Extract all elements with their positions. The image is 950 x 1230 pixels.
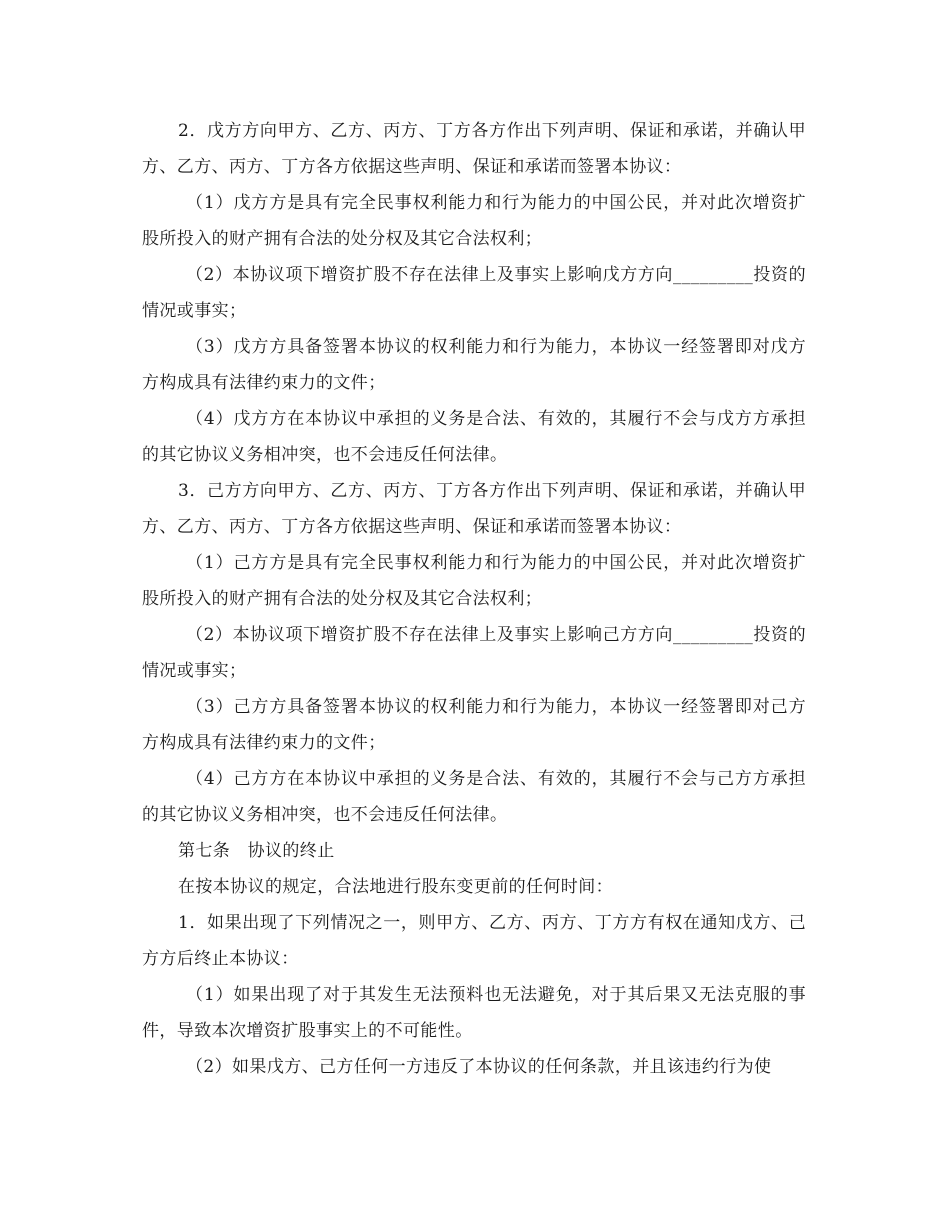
- paragraph-2-3: （3）戊方方具备签署本协议的权利能力和行为能力，本协议一经签署即对戊方方构成具有法律约束力的文件；: [142, 337, 806, 393]
- article-7-item-1-1: （1）如果出现了对于其发生无法预料也无法避免，对于其后果又无法克服的事件，导致本次增资扩股事实上的不可能性。: [142, 985, 806, 1041]
- paragraph-3-1: （1）己方方是具有完全民事权利能力和行为能力的中国公民，并对此次增资扩股所投入的财产拥有合法的处分权及其它合法权利；: [142, 553, 806, 609]
- paragraph-3-2: （2）本协议项下增资扩股不存在法律上及事实上影响己方方向_________投资的情况或事实；: [142, 625, 806, 681]
- paragraph-3-3: （3）己方方具备签署本协议的权利能力和行为能力，本协议一经签署即对己方方构成具有法律约束力的文件；: [142, 697, 806, 753]
- article-7-item-1-2: （2）如果戊方、己方任何一方违反了本协议的任何条款，并且该违约行为使: [186, 1057, 772, 1077]
- paragraph-3-4: （4）己方方在本协议中承担的义务是合法、有效的，其履行不会与己方方承担的其它协议义务相冲突，也不会违反任何法律。: [142, 769, 806, 825]
- article-7-intro: 在按本协议的规定，合法地进行股东变更前的任何时间：: [178, 877, 613, 897]
- paragraph-2-4: （4）戊方方在本协议中承担的义务是合法、有效的，其履行不会与戊方方承担的其它协议义务相冲突，也不会违反任何法律。: [142, 409, 806, 465]
- paragraph-2-1: （1）戊方方是具有完全民事权利能力和行为能力的中国公民，并对此次增资扩股所投入的财产拥有合法的处分权及其它合法权利；: [142, 193, 806, 249]
- document-body: [142, 113, 806, 1085]
- paragraph-2-2: （2）本协议项下增资扩股不存在法律上及事实上影响戊方方向_________投资的情况或事实；: [142, 265, 806, 321]
- paragraph-3-ji-statement: 3．己方方向甲方、乙方、丙方、丁方各方作出下列声明、保证和承诺，并确认甲方、乙方、丙方、丁方各方依据这些声明、保证和承诺而签署本协议：: [142, 481, 806, 537]
- article-7-item-1: 1．如果出现了下列情况之一，则甲方、乙方、丙方、丁方方有权在通知戊方、己方方后终止本协议：: [142, 913, 806, 969]
- article-7-heading: 第七条 协议的终止: [178, 841, 335, 861]
- paragraph-2-wu-statement: 2．戊方方向甲方、乙方、丙方、丁方各方作出下列声明、保证和承诺，并确认甲方、乙方、丙方、丁方各方依据这些声明、保证和承诺而签署本协议：: [142, 121, 806, 177]
